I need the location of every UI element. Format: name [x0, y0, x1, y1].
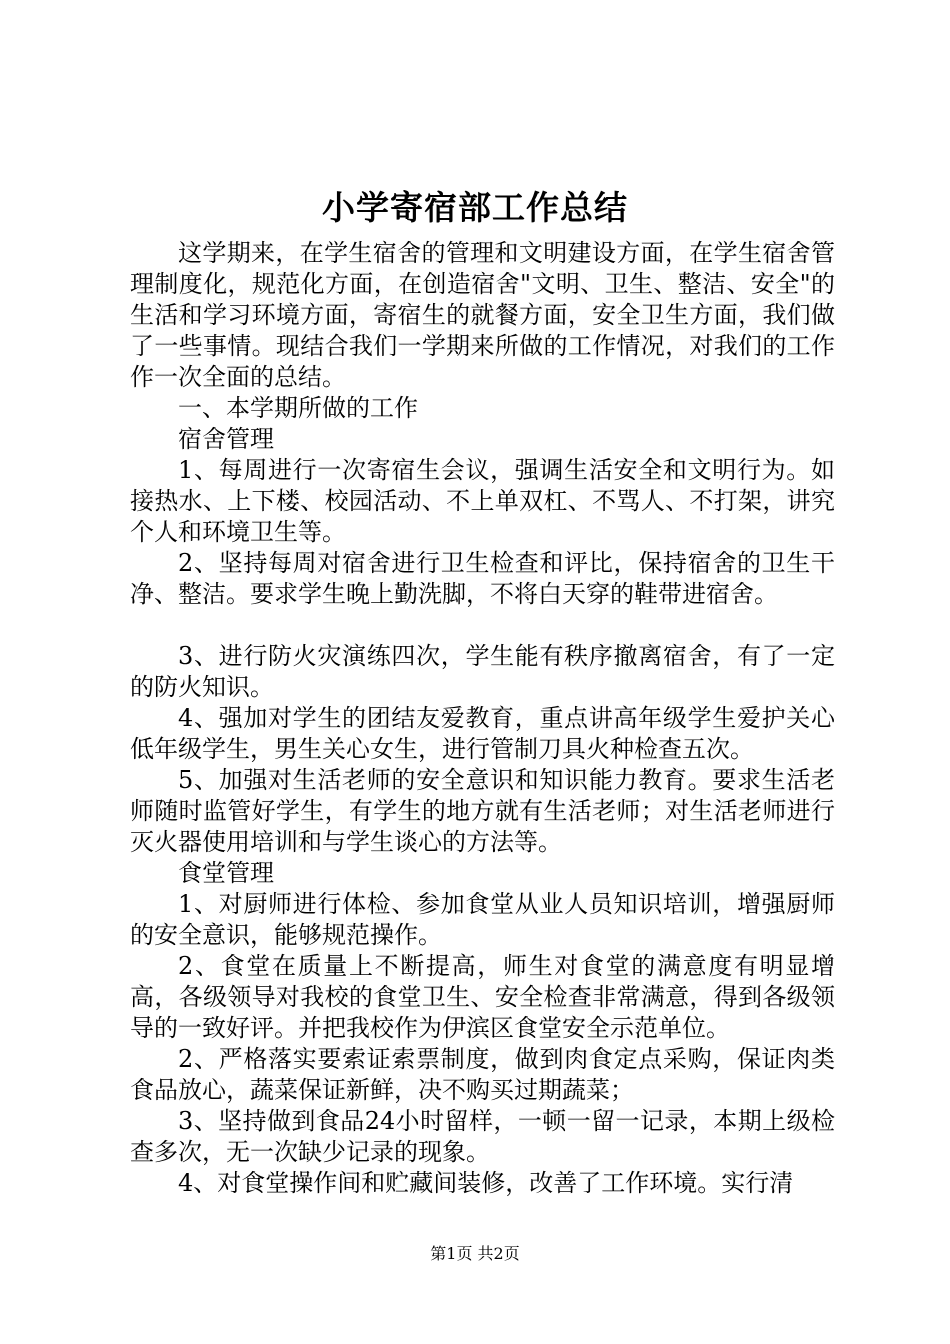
- paragraph: 5、加强对生活老师的安全意识和知识能力教育。要求生活老师随时监管好学生，有学生的地方就有生活老师；对生活老师进行灭火器使用培训和与学生谈心的方法等。: [130, 766, 835, 856]
- paragraph: 2、食堂在质量上不断提高，师生对食堂的满意度有明显增高，各级领导对我校的食堂卫生、安全检查非常满意，得到各级领导的一致好评。并把我校作为伊滨区食堂安全示范单位。: [130, 952, 835, 1042]
- page-footer: 第1页 共2页: [430, 1244, 520, 1263]
- subsection-heading: 食堂管理: [178, 859, 274, 887]
- subsection-heading: 宿舍管理: [178, 425, 274, 453]
- paragraph: 1、对厨师进行体检、参加食堂从业人员知识培训，增强厨师的安全意识，能够规范操作。: [130, 890, 835, 949]
- paragraph: 4、对食堂操作间和贮藏间装修，改善了工作环境。实行清: [178, 1169, 794, 1197]
- paragraph: 4、强加对学生的团结友爱教育，重点讲高年级学生爱护关心低年级学生，男生关心女生，进行管制刀具火种检查五次。: [130, 704, 835, 763]
- paragraph: 2、严格落实要索证索票制度，做到肉食定点采购，保证肉类食品放心，蔬菜保证新鲜，决不购买过期蔬菜；: [130, 1045, 835, 1104]
- document-title: 小学寄宿部工作总结: [322, 188, 628, 227]
- section-heading: 一、本学期所做的工作: [178, 394, 418, 422]
- paragraph: 3、坚持做到食品24小时留样，一顿一留一记录，本期上级检查多次，无一次缺少记录的现象。: [130, 1107, 835, 1166]
- document-body: [130, 238, 835, 1199]
- paragraph: 2、坚持每周对宿舍进行卫生检查和评比，保持宿舍的卫生干净、整洁。要求学生晚上勤洗脚，不将白天穿的鞋带进宿舍。: [130, 549, 835, 608]
- paragraph: 3、进行防火灾演练四次，学生能有秩序撤离宿舍，有了一定的防火知识。: [130, 642, 835, 701]
- paragraph: 这学期来，在学生宿舍的管理和文明建设方面，在学生宿舍管理制度化，规范化方面，在创造宿舍"文明、卫生、整洁、安全"的生活和学习环境方面，寄宿生的就餐方面，安全卫生方面，我们做了一些事情。现结合我们一学期来所做的工作情况，对我们的工作作一次全面的总结。: [130, 239, 835, 391]
- paragraph: 1、每周进行一次寄宿生会议，强调生活安全和文明行为。如接热水、上下楼、校园活动、不上单双杠、不骂人、不打架，讲究个人和环境卫生等。: [130, 456, 835, 546]
